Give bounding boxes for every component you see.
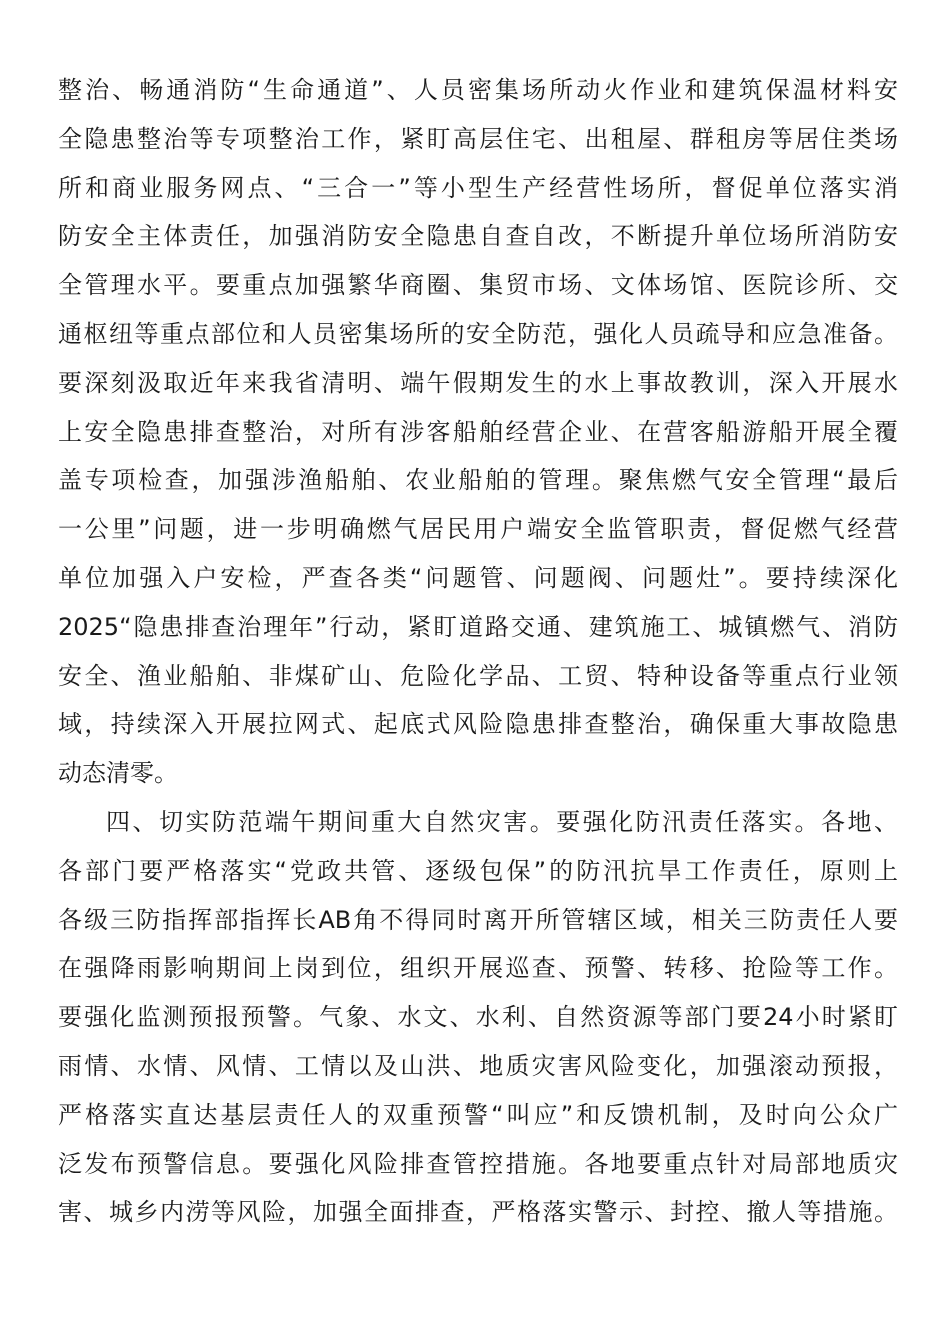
text-line: 害、城乡内涝等风险，加强全面排查，严格落实警示、封控、撤人等措施。 (58, 1198, 898, 1227)
text-line: 一公里”问题，进一步明确燃气居民用户端安全监管职责，督促燃气经营 (58, 515, 898, 544)
text-line: 在强降雨影响期间上岗到位，组织开展巡查、预警、转移、抢险等工作。 (58, 954, 898, 983)
text-line: 整治、畅通消防“生命通道”、人员密集场所动火作业和建筑保温材料安 (58, 76, 898, 104)
document-body (58, 66, 898, 1237)
text-line: 全管理水平。要重点加强繁华商圈、集贸市场、文体场馆、医院诊所、交 (58, 271, 898, 300)
text-line: 上安全隐患排查整治，对所有涉客船舶经营企业、在营客船游船开展全覆 (58, 417, 898, 446)
text-line: 域，持续深入开展拉网式、起底式风险隐患排查整治，确保重大事故隐患 (58, 710, 898, 739)
text-line: 安全、渔业船舶、非煤矿山、危险化学品、工贸、特种设备等重点行业领 (58, 661, 898, 690)
text-line: 要深刻汲取近年来我省清明、端午假期发生的水上事故教训，深入开展水 (58, 368, 898, 397)
text-line: 全隐患整治等专项整治工作，紧盯高层住宅、出租屋、群租房等居住类场 (58, 124, 898, 153)
text-line: 单位加强入户安检，严查各类“问题管、问题阀、问题灶”。要持续深化 (58, 563, 898, 592)
text-line: 通枢纽等重点部位和人员密集场所的安全防范，强化人员疏导和应急准备。 (58, 319, 898, 348)
text-line: 2025“隐患排查治理年”行动，紧盯道路交通、建筑施工、城镇燃气、消防 (58, 612, 898, 641)
paragraph-2 (58, 798, 898, 1237)
text-line: 所和商业服务网点、“三合一”等小型生产经营性场所，督促单位落实消 (58, 173, 898, 202)
paragraph-1 (58, 66, 898, 798)
text-line: 泛发布预警信息。要强化风险排查管控措施。各地要重点针对局部地质灾 (58, 1149, 898, 1178)
text-line: 严格落实直达基层责任人的双重预警“叫应”和反馈机制，及时向公众广 (58, 1100, 898, 1129)
text-line: 防安全主体责任，加强消防安全隐患自查自改，不断提升单位场所消防安 (58, 222, 898, 251)
text-line: 动态清零。 (58, 759, 178, 788)
section-heading-line: 四、切实防范端午期间重大自然灾害。要强化防汛责任落实。各地、 (106, 807, 898, 836)
text-line: 雨情、水情、风情、工情以及山洪、地质灾害风险变化，加强滚动预报， (58, 1051, 898, 1080)
text-line: 各级三防指挥部指挥长AB角不得同时离开所管辖区域，相关三防责任人要 (58, 905, 898, 934)
text-line: 要强化监测预报预警。气象、水文、水利、自然资源等部门要24小时紧盯 (58, 1003, 898, 1032)
text-line: 各部门要严格落实“党政共管、逐级包保”的防汛抗旱工作责任，原则上 (58, 856, 898, 885)
text-line: 盖专项检查，加强涉渔船舶、农业船舶的管理。聚焦燃气安全管理“最后 (58, 466, 898, 495)
